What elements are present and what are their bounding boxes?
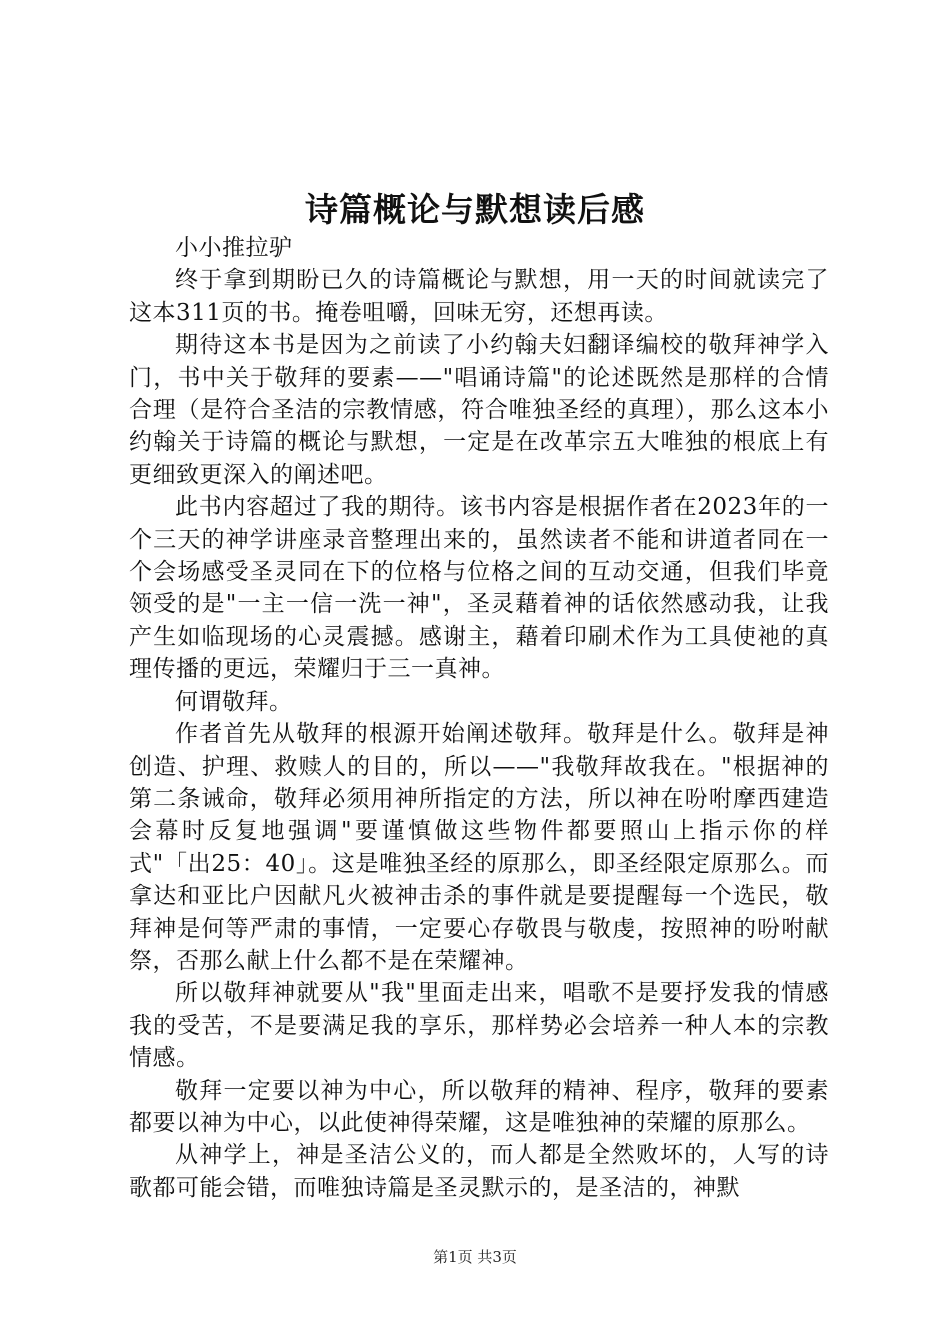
section-heading: 何谓敬拜。 — [175, 688, 293, 715]
paragraph: 作者首先从敬拜的根源开始阐述敬拜。敬拜是什么。敬拜是神创造、护理、救赎人的目的，所以——"我敬拜故我在。"根据神的第二条诫命，敬拜必须用神所指定的方法，所以神在吩咐摩西建造会幕时反复地强调"要谨慎做这些物件都要照山上指示你的样式"「出25：40」。这是唯独圣经的原那么，即圣经限定原那么。而拿达和亚比户因献凡火被神击杀的事件就是要提醒每一个选民，敬拜神是何等严肃的事情，一定要心存敬畏与敬虔，按照神的吩咐献祭，否那么献上什么都不是在荣耀神。 — [129, 721, 829, 974]
paragraph: 从神学上，神是圣洁公义的，而人都是全然败坏的，人写的诗歌都可能会错，而唯独诗篇是圣灵默示的，是圣洁的，神默 — [129, 1142, 829, 1201]
paragraph: 所以敬拜神就要从"我"里面走出来，唱歌不是要抒发我的情感我的受苦，不是要满足我的享乐，那样势必会培养一种人本的宗教情感。 — [129, 980, 829, 1072]
paragraph: 终于拿到期盼已久的诗篇概论与默想，用一天的时间就读完了这本311页的书。掩卷咀嚼，回味无穷，还想再读。 — [129, 267, 829, 326]
document-body — [129, 232, 829, 1204]
author-line: 小小推拉驴 — [175, 235, 293, 261]
page-number: 第1页 共3页 — [433, 1248, 517, 1266]
paragraph: 敬拜一定要以神为中心，所以敬拜的精神、程序，敬拜的要素都要以神为中心，以此使神得荣耀，这是唯独神的荣耀的原那么。 — [129, 1077, 829, 1136]
page-footer — [0, 1246, 950, 1267]
paragraph: 此书内容超过了我的期待。该书内容是根据作者在2023年的一个三天的神学讲座录音整理出来的，虽然读者不能和讲道者同在一个会场感受圣灵同在下的位格与位格之间的互动交通，但我们毕竟领受的是"一主一信一洗一神"，圣灵藉着神的话依然感动我，让我产生如临现场的心灵震撼。感谢主，藉着印刷术作为工具使祂的真理传播的更远，荣耀归于三一真神。 — [129, 494, 829, 683]
paragraph: 期待这本书是因为之前读了小约翰夫妇翻译编校的敬拜神学入门，书中关于敬拜的要素——"唱诵诗篇"的论述既然是那样的合情合理（是符合圣洁的宗教情感，符合唯独圣经的真理），那么这本小约翰关于诗篇的概论与默想，一定是在改革宗五大唯独的根底上有更细致更深入的阐述吧。 — [129, 332, 829, 488]
document-title: 诗篇概论与默想读后感 — [305, 190, 645, 229]
